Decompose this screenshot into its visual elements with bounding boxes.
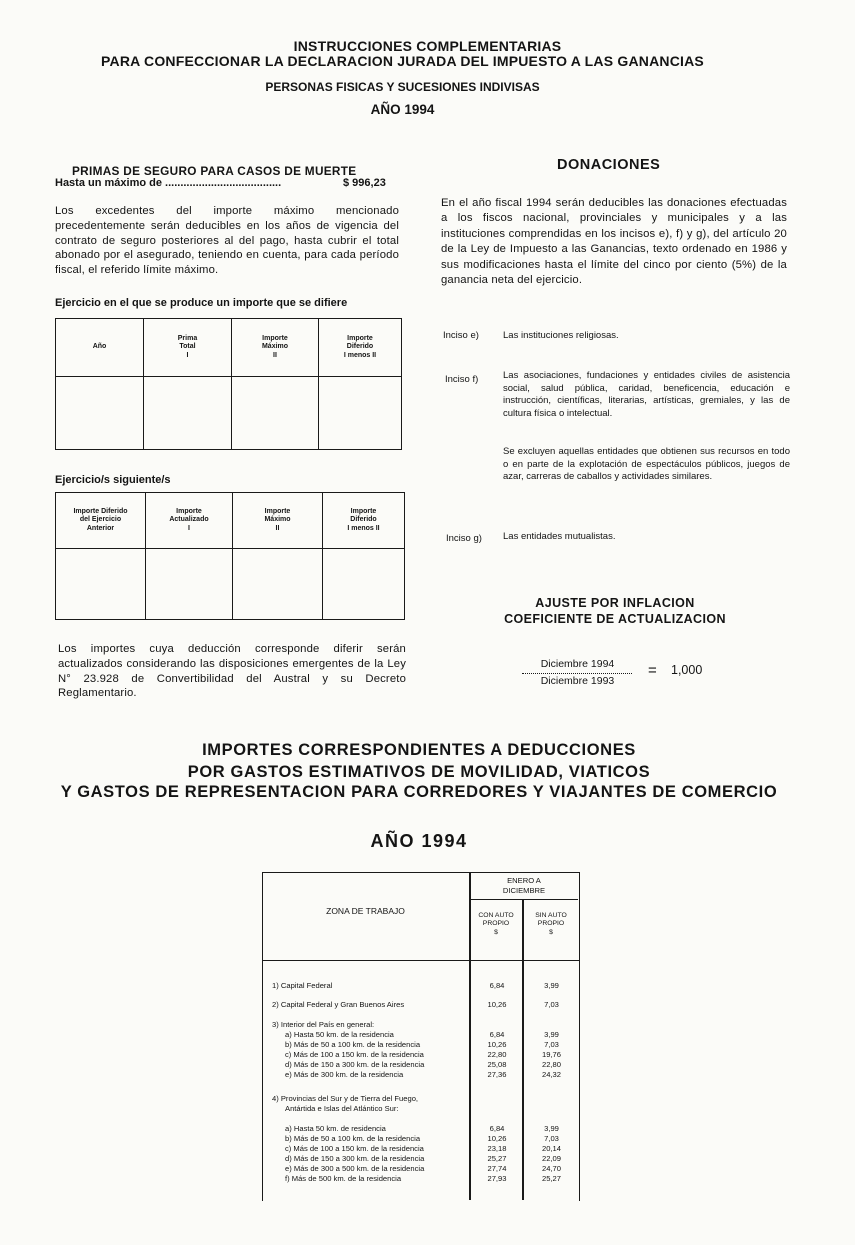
table-row-label: a) Hasta 50 km. de residencia bbox=[285, 1124, 386, 1133]
table2-caption: Ejercicio/s siguiente/s bbox=[55, 474, 171, 486]
table-row-label: b) Más de 50 a 100 km. de la residencia bbox=[285, 1134, 421, 1143]
table-row-con-auto: 6,84 bbox=[489, 1030, 505, 1039]
sin-auto-header: SIN AUTO PROPIO $ bbox=[535, 912, 567, 936]
ajuste-equals: = bbox=[648, 662, 657, 679]
table-row-sin-auto: 24,32 bbox=[541, 1070, 561, 1079]
table-row-sin-auto: 7,03 bbox=[544, 1134, 559, 1143]
importes-title-line1: IMPORTES CORRESPONDIENTES A DEDUCCIONES bbox=[202, 741, 636, 759]
document-title-line2: PARA CONFECCIONAR LA DECLARACION JURADA DEL IMPUESTO A LAS GANANCIAS bbox=[101, 53, 704, 69]
table2-cell-blank bbox=[323, 549, 405, 620]
table-row-con-auto: 23,18 bbox=[487, 1144, 507, 1153]
inciso-g-text: Las entidades mutualistas. bbox=[503, 531, 616, 542]
table-row-label: f) Más de 500 km. de la residencia bbox=[285, 1174, 402, 1183]
table-row-sin-auto: 20,14 bbox=[541, 1144, 561, 1153]
table-row-sin-auto: 3,99 bbox=[544, 981, 559, 990]
ajuste-numerator: Diciembre 1994 bbox=[540, 658, 615, 670]
table-row-label: c) Más de 100 a 150 km. de la residencia bbox=[285, 1144, 424, 1153]
document-year: AÑO 1994 bbox=[370, 102, 435, 117]
table1-header-importe-diferido: Importe Diferido I menos II bbox=[319, 319, 402, 377]
table-row-label: e) Más de 300 a 500 km. de la residencia bbox=[285, 1164, 425, 1173]
table-row-con-auto: 10,26 bbox=[487, 1134, 507, 1143]
table1-caption: Ejercicio en el que se produce un importe que se difiere bbox=[55, 297, 348, 309]
table-row-con-auto: 6,84 bbox=[489, 1124, 505, 1133]
table2-header-importe-diferido-anterior: Importe Diferido del Ejercicio Anterior bbox=[56, 493, 146, 549]
primas-paragraph: Los excedentes del importe máximo mencionado precedentemente serán deducibles en los años de vigencia del contrato de seguro posteriores al del pago, hasta cubrir el total abonado por el asegurado, teniendo en cuenta, para cada período fiscal, el referido límite máximo. bbox=[55, 205, 399, 277]
table-row-sin-auto: 25,27 bbox=[541, 1174, 561, 1183]
ajuste-title-line2: COEFICIENTE DE ACTUALIZACION bbox=[504, 612, 726, 626]
table-divider-header bbox=[262, 960, 579, 961]
table-row-con-auto: 6,84 bbox=[489, 981, 505, 990]
primas-title: PRIMAS DE SEGURO PARA CASOS DE MUERTE bbox=[72, 164, 357, 178]
donaciones-title: DONACIONES bbox=[557, 157, 661, 173]
table1-cell-blank bbox=[232, 377, 319, 450]
table-row-sin-auto: 19,76 bbox=[541, 1050, 561, 1059]
table-row-sin-auto: 24,70 bbox=[541, 1164, 561, 1173]
table2-header-importe-actualizado: Importe Actualizado I bbox=[146, 493, 233, 549]
table-row-con-auto: 22,80 bbox=[487, 1050, 507, 1059]
inciso-g-label: Inciso g) bbox=[446, 533, 482, 544]
table-row-sin-auto: 7,03 bbox=[544, 1000, 559, 1009]
importes-year: AÑO 1994 bbox=[370, 831, 468, 851]
table-row-sin-auto: 22,80 bbox=[541, 1060, 561, 1069]
ajuste-fraction-bar bbox=[522, 673, 632, 674]
table-row-label: d) Más de 150 a 300 km. de la residencia bbox=[285, 1154, 425, 1163]
deferred-amount-table bbox=[55, 318, 402, 450]
table1-cell-blank bbox=[144, 377, 232, 450]
document-subtitle: PERSONAS FISICAS Y SUCESIONES INDIVISAS bbox=[265, 80, 540, 94]
table2-cell-blank bbox=[56, 549, 146, 620]
table2-header-importe-diferido: Importe Diferido I menos II bbox=[323, 493, 405, 549]
ajuste-result: 1,000 bbox=[671, 663, 703, 677]
table-row-sin-auto: 22,09 bbox=[541, 1154, 561, 1163]
table-row-label: b) Más de 50 a 100 km. de la residencia bbox=[285, 1040, 421, 1049]
table-row-con-auto: 25,27 bbox=[487, 1154, 507, 1163]
table1-cell-blank bbox=[319, 377, 402, 450]
following-years-table bbox=[55, 492, 405, 620]
table-row-label: e) Más de 300 km. de la residencia bbox=[285, 1070, 404, 1079]
table2-header-importe-maximo: Importe Máximo II bbox=[233, 493, 323, 549]
table-row-label: 1) Capital Federal bbox=[272, 981, 333, 990]
table-row-sin-auto: 3,99 bbox=[544, 1030, 559, 1039]
inciso-f-exclusion: Se excluyen aquellas entidades que obtienen sus recursos en todo o en parte de la explotación de espectáculos públicos, juegos de azar, carreras de caballos y actividades similares. bbox=[503, 446, 790, 482]
table-row-sin-auto: 7,03 bbox=[544, 1040, 559, 1049]
inciso-f-label: Inciso f) bbox=[445, 374, 479, 385]
ajuste-title-line1: AJUSTE POR INFLACION bbox=[535, 596, 695, 610]
importes-title-line3: Y GASTOS DE REPRESENTACION PARA CORREDORES Y VIAJANTES DE COMERCIO bbox=[60, 783, 778, 801]
table1-header-prima-total: Prima Total I bbox=[144, 319, 232, 377]
table-row-con-auto: 27,36 bbox=[487, 1070, 507, 1079]
table-row-label: d) Más de 150 a 300 km. de la residencia bbox=[285, 1060, 425, 1069]
table1-header-importe-maximo: Importe Máximo II bbox=[232, 319, 319, 377]
table2-cell-blank bbox=[146, 549, 233, 620]
table1-cell-blank bbox=[56, 377, 144, 450]
zona-header: ZONA DE TRABAJO bbox=[326, 906, 405, 916]
con-auto-header: CON AUTO PROPIO $ bbox=[478, 912, 514, 936]
donaciones-paragraph: En el año fiscal 1994 serán deducibles las donaciones efectuadas a los fiscos nacional, provinciales y municipales y a las instituciones comprendidas en los incisos e), f) y g), del artículo 20 de la Ley de Impuesto a las Ganancias, texto ordenado en 1986 y sus modificaciones hasta el límite del cinco por ciento (5%) de la ganancia neta del ejercicio. bbox=[441, 197, 787, 287]
ajuste-denominator: Diciembre 1993 bbox=[540, 675, 615, 687]
table-row-label: 2) Capital Federal y Gran Buenos Aires bbox=[272, 1000, 405, 1009]
table-row-sin-auto: 3,99 bbox=[544, 1124, 559, 1133]
table-row-label: c) Más de 100 a 150 km. de la residencia bbox=[285, 1050, 424, 1059]
inciso-e-text: Las instituciones religiosas. bbox=[503, 330, 619, 341]
table-row-con-auto: 27,74 bbox=[487, 1164, 507, 1173]
table1-header-year: Año bbox=[56, 319, 144, 377]
table2-cell-blank bbox=[233, 549, 323, 620]
table-row-con-auto: 10,26 bbox=[487, 1000, 507, 1009]
table-row-label: a) Hasta 50 km. de la residencia bbox=[285, 1030, 394, 1039]
primas-footer-paragraph: Los importes cuya deducción corresponde diferir serán actualizados considerando las disposiciones emergentes de la Ley N° 23.928 de Convertibilidad del Austral y su Decreto Reglamentario. bbox=[58, 643, 406, 700]
period-header: ENERO A DICIEMBRE bbox=[502, 876, 546, 895]
table-row-label: 4) Provincias del Sur y de Tierra del Fuego, bbox=[272, 1094, 419, 1103]
table-row-con-auto: 10,26 bbox=[487, 1040, 507, 1049]
inciso-e-label: Inciso e) bbox=[443, 330, 479, 341]
table-row-label: Antártida e Islas del Atlántico Sur: bbox=[285, 1104, 399, 1113]
primas-limit-label: Hasta un máximo de ...................................... bbox=[55, 177, 282, 189]
table-row-con-auto: 27,93 bbox=[487, 1174, 507, 1183]
table-row-label: 3) Interior del País en general: bbox=[272, 1020, 375, 1029]
inciso-f-text: Las asociaciones, fundaciones y entidades civiles de asistencia social, salud pública, caridad, beneficencia, educación e instrucción, científicas, literarias, artísticas, gremiales, y las de cultura física o intelectual. bbox=[503, 370, 790, 419]
table-row-con-auto: 25,08 bbox=[487, 1060, 507, 1069]
document-title-line1: INSTRUCCIONES COMPLEMENTARIAS bbox=[293, 38, 562, 54]
table-divider-period bbox=[470, 899, 578, 900]
primas-limit-value: $ 996,23 bbox=[343, 177, 386, 189]
table-divider-auto bbox=[522, 899, 524, 1200]
importes-title-line2: POR GASTOS ESTIMATIVOS DE MOVILIDAD, VIATICOS bbox=[187, 763, 651, 781]
